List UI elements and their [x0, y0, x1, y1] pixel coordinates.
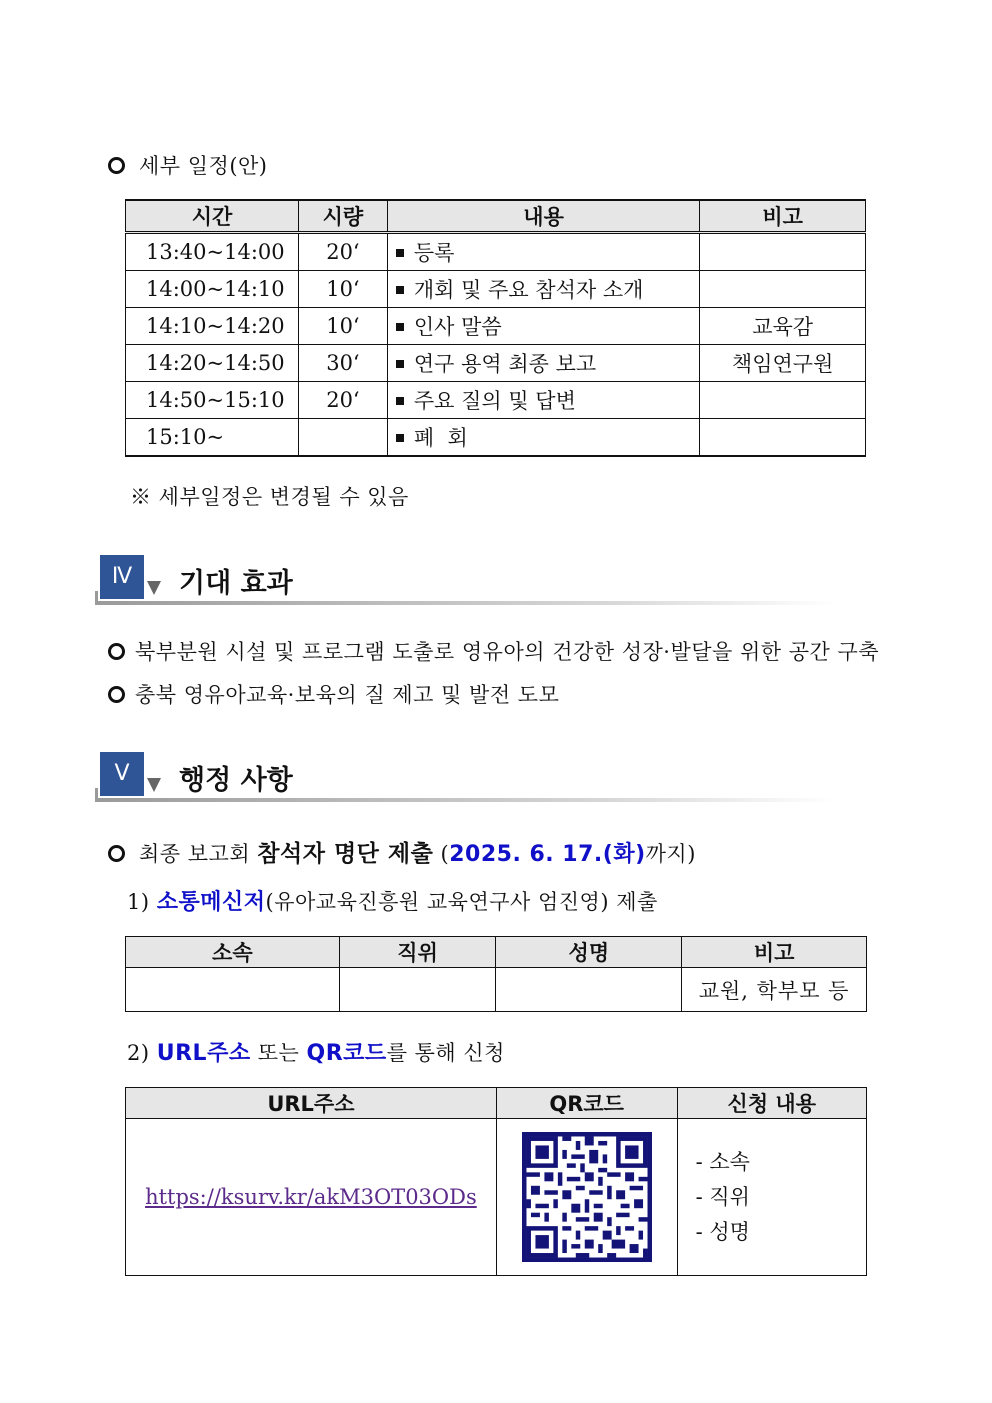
table-row [126, 233, 866, 271]
row-note: 교육감 [700, 308, 866, 345]
row-time: 14:00~14:10 [126, 271, 299, 308]
qr-code-icon[interactable] [522, 1132, 652, 1262]
square-bullet-icon [396, 360, 404, 368]
header-content: 내용 [387, 200, 699, 233]
square-bullet-icon [396, 397, 404, 405]
application-table [125, 1087, 867, 1276]
fields-cell [677, 1119, 866, 1276]
row-duration: 30‘ [298, 345, 387, 382]
square-bullet-icon [396, 323, 404, 331]
row-note [700, 271, 866, 308]
row-content: 인사 말씀 [387, 308, 699, 345]
table-row [126, 308, 866, 345]
row-duration: 20‘ [298, 233, 387, 271]
table-row [126, 968, 867, 1012]
row-note [700, 419, 866, 457]
row-duration: 10‘ [298, 271, 387, 308]
header-name: 성명 [496, 937, 682, 968]
header-qr: QR코드 [496, 1088, 677, 1119]
url-cell [126, 1119, 497, 1276]
row-time: 13:40~14:00 [126, 233, 299, 271]
affiliation-cell[interactable] [126, 968, 340, 1012]
section-title: 행정 사항 [179, 765, 293, 796]
triangle-marker-icon [147, 581, 161, 595]
square-bullet-icon [396, 249, 404, 257]
row-content: 폐 회 [387, 419, 699, 457]
row-time: 14:10~14:20 [126, 308, 299, 345]
circle-bullet-icon [108, 845, 125, 862]
row-time: 14:20~14:50 [126, 345, 299, 382]
section-4-header [95, 555, 835, 607]
header-note: 비고 [700, 200, 866, 233]
row-time: 14:50~15:10 [126, 382, 299, 419]
row-note [700, 233, 866, 271]
table-row [126, 271, 866, 308]
row-content: 주요 질의 및 답변 [387, 382, 699, 419]
header-duration: 시량 [298, 200, 387, 233]
name-cell[interactable] [496, 968, 682, 1012]
triangle-marker-icon [147, 778, 161, 792]
schedule-heading: 세부 일정(안) [108, 150, 268, 180]
list-item: 충북 영유아교육·보육의 질 제고 및 발전 도모 [108, 679, 559, 709]
item-1-line: 1) 소통메신저(유아교육진흥원 교육연구사 엄진영) 제출 [127, 890, 658, 915]
table-row [126, 419, 866, 457]
circle-bullet-icon [108, 643, 125, 660]
position-cell[interactable] [339, 968, 496, 1012]
survey-link[interactable]: https://ksurv.kr/akM3OT03ODs [145, 1185, 477, 1209]
header-affiliation: 소속 [126, 937, 340, 968]
section-divider [95, 601, 835, 605]
row-note: 책임연구원 [700, 345, 866, 382]
header-time: 시간 [126, 200, 299, 233]
section-number-badge: Ⅳ [100, 555, 144, 599]
section-title: 기대 효과 [179, 568, 293, 599]
note-cell: 교원, 학부모 등 [682, 968, 867, 1012]
row-content: 연구 용역 최종 보고 [387, 345, 699, 382]
section-5-header [95, 752, 835, 804]
header-url: URL주소 [126, 1088, 497, 1119]
row-duration: 20‘ [298, 382, 387, 419]
circle-bullet-icon [108, 686, 125, 703]
row-duration: 10‘ [298, 308, 387, 345]
header-position: 직위 [339, 937, 496, 968]
square-bullet-icon [396, 286, 404, 294]
row-note [700, 382, 866, 419]
list-item: 북부분원 시설 및 프로그램 도출로 영유아의 건강한 성장·발달을 위한 공간 구축 [108, 636, 879, 666]
row-duration [298, 419, 387, 457]
table-row [126, 382, 866, 419]
schedule-table [125, 199, 866, 457]
header-note: 비고 [682, 937, 867, 968]
table-row [126, 1119, 867, 1276]
row-content: 개회 및 주요 참석자 소개 [387, 271, 699, 308]
circle-bullet-icon [108, 157, 125, 174]
submission-lead: 최종 보고회 참석자 명단 제출 (2025. 6. 17.(화)까지) [108, 835, 696, 868]
section-number-badge: Ⅴ [100, 752, 144, 796]
field-name: - 성명 [695, 1219, 750, 1244]
row-content: 등록 [387, 233, 699, 271]
field-affiliation: - 소속 [695, 1149, 750, 1174]
schedule-footnote: ※ 세부일정은 변경될 수 있음 [130, 485, 409, 509]
section-divider [95, 798, 835, 802]
field-position: - 직위 [695, 1184, 750, 1209]
qr-cell [496, 1119, 677, 1276]
item-2-line: 2) URL주소 또는 QR코드를 통해 신청 [127, 1041, 505, 1066]
header-fields: 신청 내용 [677, 1088, 866, 1119]
square-bullet-icon [396, 434, 404, 442]
roster-table [125, 936, 867, 1012]
row-time: 15:10~ [126, 419, 299, 457]
table-row [126, 345, 866, 382]
